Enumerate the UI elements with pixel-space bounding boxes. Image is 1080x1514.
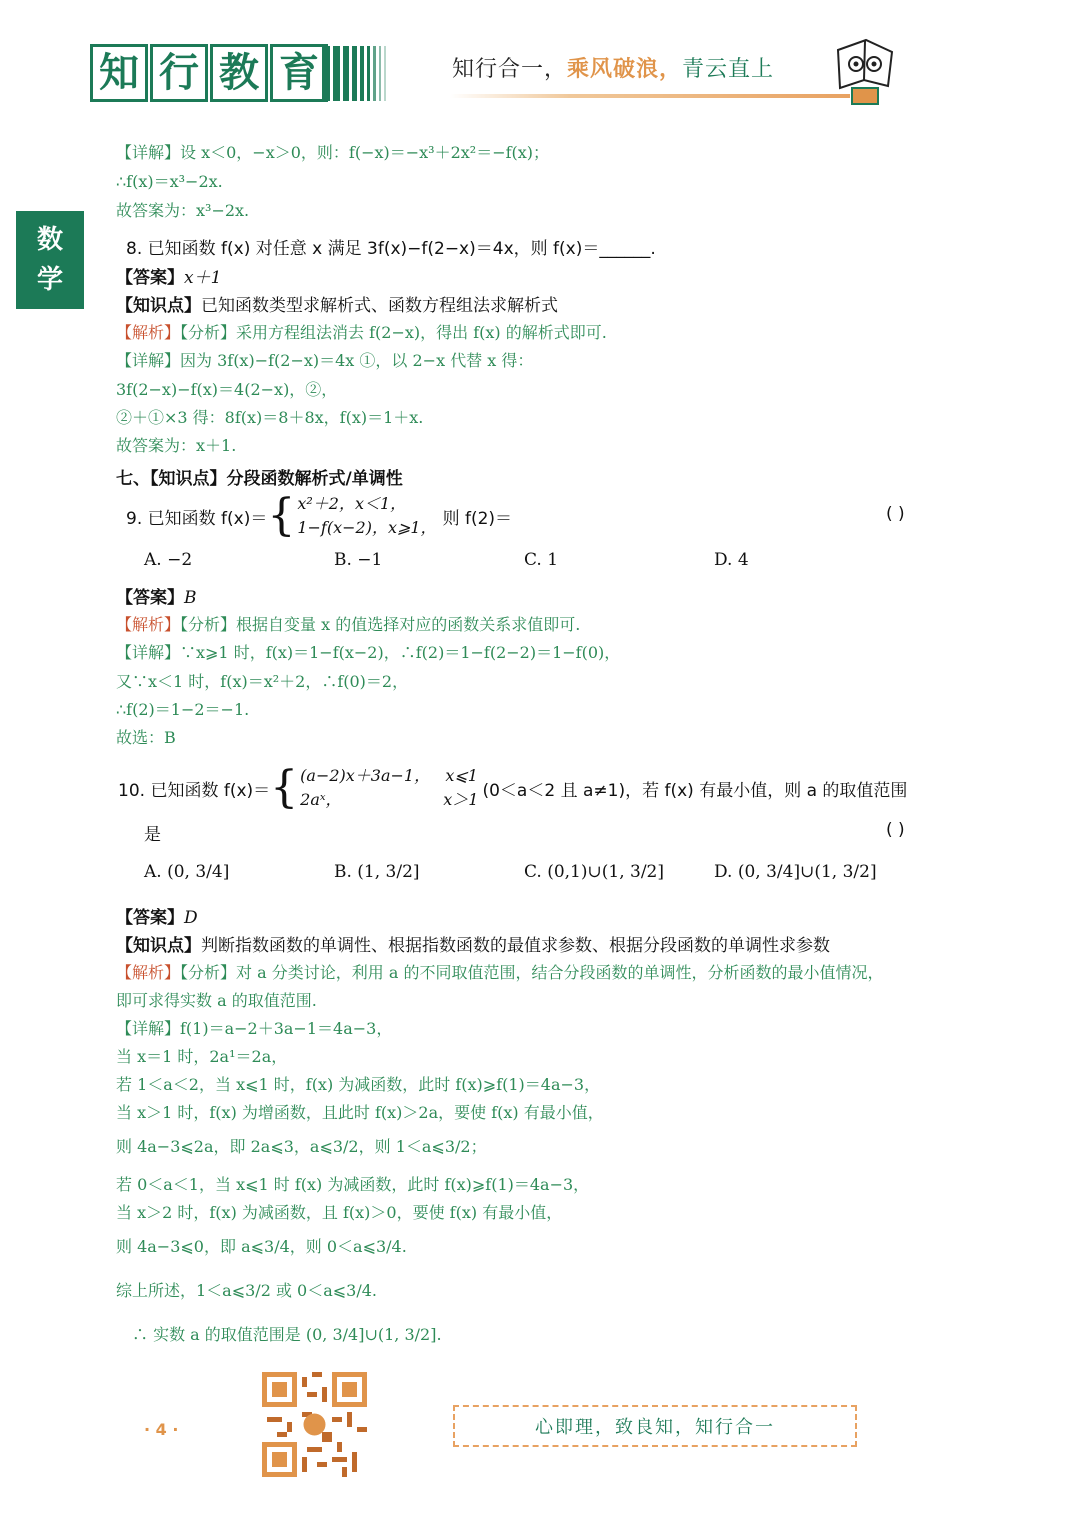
solution-line: 则 4a−3⩽2a，即 2a⩽3，a⩽3/2，则 1＜a⩽3/2； xyxy=(116,1137,487,1156)
subject-char: 数 xyxy=(36,225,63,255)
solution-line: 3f(2−x)−f(x)＝4(2−x)，②， xyxy=(116,380,338,399)
solution-line: 故选：B xyxy=(116,728,176,747)
slogan-underline xyxy=(450,94,850,98)
analysis-line: 【解析】【分析】采用方程组法消去 f(2−x)，得出 f(x) 的解析式即可. xyxy=(116,323,607,342)
option-c: C. (0,1)∪(1, 3/2] xyxy=(524,862,665,882)
question-9: 9. 已知函数 f(x)＝ { x²＋2，x＜1， 1−f(x−2)，x⩾1， 则 f(2)＝ xyxy=(126,490,513,541)
knowledge-point: 【知识点】判断指数函数的单调性、根据指数函数的最值求参数、根据分段函数的单调性求参数 xyxy=(116,936,830,956)
solution-line: ②＋①×3 得：8f(x)＝8＋8x，f(x)＝1＋x. xyxy=(116,408,424,427)
knowledge-point: 【知识点】已知函数类型求解析式、函数方程组法求解析式 xyxy=(116,296,558,316)
logo-stripes xyxy=(322,46,422,101)
page-number: · 4 · xyxy=(144,1420,179,1439)
solution-line: 即可求得实数 a 的取值范围. xyxy=(116,991,317,1010)
option-c: C. 1 xyxy=(524,550,559,570)
solution-line: ∴ 实数 a 的取值范围是 (0, 3/4]∪(1, 3/2]. xyxy=(132,1325,442,1344)
answer-bracket: ( ) xyxy=(886,820,905,840)
option-b: B. −1 xyxy=(334,550,383,570)
answer-line: 【答案】x＋1 xyxy=(116,268,222,288)
solution-line: 若 0＜a＜1，当 x⩽1 时 f(x) 为减函数，此时 f(x)⩾f(1)＝4a−3， xyxy=(116,1175,590,1194)
solution-line: 当 x＞2 时，f(x) 为减函数，且 f(x)＞0，要使 f(x) 有最小值， xyxy=(116,1203,563,1222)
solution-line: 若 1＜a＜2，当 x⩽1 时，f(x) 为减函数，此时 f(x)⩾f(1)＝4a−3， xyxy=(116,1075,601,1094)
solution-line: 【详解】∵x⩾1 时，f(x)＝1−f(x−2)，∴f(2)＝1−f(2−2)＝1−f(0)， xyxy=(116,643,621,662)
solution-line: 综上所述，1＜a⩽3/2 或 0＜a⩽3/4. xyxy=(116,1281,378,1300)
solution-line: 故答案为：x³−2x. xyxy=(116,201,250,220)
header-slogan: 知行合一，乘风破浪，青云直上 xyxy=(452,56,775,82)
analysis-line: 【解析】【分析】根据自变量 x 的值选择对应的函数关系求值即可. xyxy=(116,615,581,634)
footer-motto: 心即理，致良知，知行合一 xyxy=(453,1405,857,1447)
analysis-line: 【解析】【分析】对 a 分类讨论，利用 a 的不同取值范围，结合分段函数的单调性，分析函数的最小值情况， xyxy=(116,963,884,982)
solution-line: 【详解】因为 3f(x)−f(2−x)＝4x ①，以 2−x 代替 x 得： xyxy=(116,351,534,370)
logo-char: 知 xyxy=(90,44,148,102)
option-a: A. −2 xyxy=(144,550,193,570)
subject-char: 学 xyxy=(36,265,63,295)
logo-char: 育 xyxy=(270,44,328,102)
mascot-book-icon xyxy=(830,36,900,108)
solution-line: 【详解】f(1)＝a−2＋3a−1＝4a−3， xyxy=(116,1019,393,1038)
solution-line: 【详解】设 x＜0，−x＞0，则：f(−x)＝−x³＋2x²＝−f(x)； xyxy=(116,143,550,162)
page-header xyxy=(90,40,910,110)
solution-line: 故答案为：x＋1. xyxy=(116,436,237,455)
logo-char: 行 xyxy=(150,44,208,102)
answer-bracket: ( ) xyxy=(886,504,905,524)
solution-line: 则 4a−3⩽0，即 a⩽3/4，则 0＜a⩽3/4. xyxy=(116,1237,407,1256)
brand-logo xyxy=(90,44,330,102)
question-10-cont: 是 xyxy=(144,825,161,845)
question-10: 10. 已知函数 f(x)＝ { (a−2)x＋3a−1， x⩽1 2aˣ， x＞1 (0＜a＜2 且 a≠1)，若 f(x) 有最小值，则 a 的取值范围 xyxy=(118,762,908,813)
qr-code-icon[interactable] xyxy=(262,1372,367,1477)
logo-char: 教 xyxy=(210,44,268,102)
option-b: B. (1, 3/2] xyxy=(334,862,420,882)
section-heading: 七、【知识点】分段函数解析式/单调性 xyxy=(116,469,403,489)
option-d: D. (0, 3/4]∪(1, 3/2] xyxy=(714,862,877,882)
solution-line: 又∵x＜1 时，f(x)＝x²＋2，∴f(0)＝2， xyxy=(116,672,409,691)
solution-line: 当 x＝1 时，2a¹＝2a， xyxy=(116,1047,288,1066)
solution-line: ∴f(x)＝x³−2x. xyxy=(116,172,223,191)
question-8: 8. 已知函数 f(x) 对任意 x 满足 3f(x)−f(2−x)＝4x，则 f(x)＝______. xyxy=(126,239,656,259)
subject-tab xyxy=(16,211,84,309)
solution-line: 当 x＞1 时，f(x) 为增函数，且此时 f(x)＞2a，要使 f(x) 有最小值， xyxy=(116,1103,604,1122)
option-d: D. 4 xyxy=(714,550,749,570)
answer-line: 【答案】B xyxy=(116,588,197,608)
answer-line: 【答案】D xyxy=(116,908,198,928)
option-a: A. (0, 3/4] xyxy=(144,862,230,882)
solution-line: ∴f(2)＝1−2＝−1. xyxy=(116,700,250,719)
